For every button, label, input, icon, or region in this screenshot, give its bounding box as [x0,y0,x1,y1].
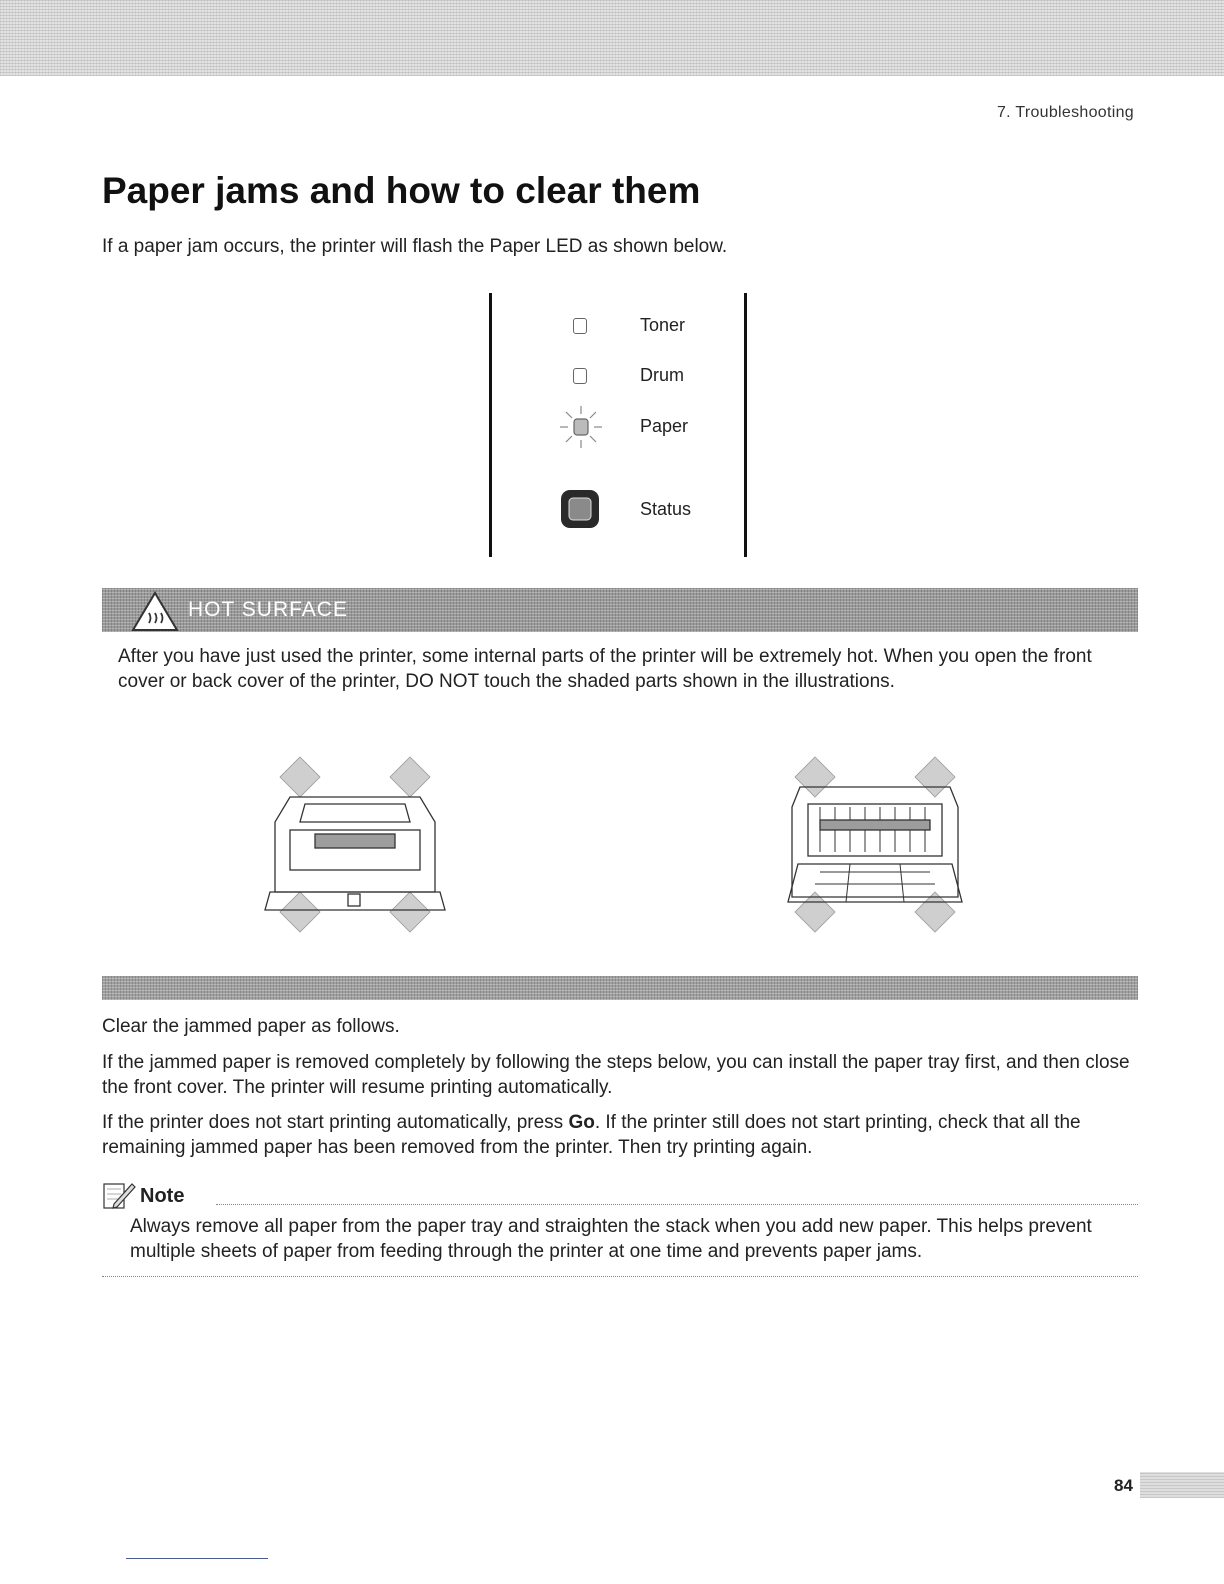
led-off-icon [573,368,587,384]
body-paragraph-1: Clear the jammed paper as follows. [102,1016,400,1037]
status-button-icon [557,486,603,532]
printer-back-open-illustration [780,752,970,937]
led-label-toner: Toner [640,315,686,335]
led-row-status [492,493,744,527]
led-label-status: Status [640,499,692,519]
body-paragraph-3-end: . If the printer still does not start printing, check that all the remaining jammed paper has been removed from the printer. Then try printing again. [102,1112,1081,1158]
led-label-drum: Drum [640,365,684,385]
warning-text: After you have just used the printer, some internal parts of the printer will be extremely hot. When you open the front cover or back cover of the printer, DO NOT touch the shaded parts shown in the illustrations. [118,646,1092,692]
led-row-paper [492,410,744,444]
page-number: 84 [1114,1476,1133,1495]
warning-end-bar [102,976,1138,1000]
note-text: Always remove all paper from the paper tray and straighten the stack when you add new paper. This helps prevent multiple sheets of paper from feeding through the printer at one time and prevents paper jams. [130,1216,1092,1262]
hot-surface-warning-icon [130,590,180,632]
header-band [0,0,1224,76]
pencil-note-icon [102,1180,136,1210]
led-row-drum [492,359,744,393]
note-header [102,1180,1138,1210]
note-bottom-divider [102,1276,1138,1277]
warning-title: HOT SURFACE [188,598,348,621]
chapter-heading: 7. Troubleshooting [996,104,1134,121]
note-label: Note [140,1185,185,1207]
led-label-paper: Paper [640,416,689,436]
led-row-toner [492,309,744,343]
page-title: Paper jams and how to clear them [102,170,701,211]
intro-text: If a paper jam occurs, the printer will flash the Paper LED as shown below. [102,236,728,257]
led-flashing-icon [558,404,604,450]
go-button-label: Go [568,1112,595,1133]
note-divider [216,1204,1138,1205]
led-panel [489,293,747,557]
body-paragraph-3-start: If the printer does not start printing automatically, press [102,1112,569,1133]
printer-front-open-illustration [260,752,450,937]
body-paragraph-3 [102,1110,1142,1160]
page-tab [1140,1472,1224,1498]
led-off-icon [573,318,587,334]
body-paragraph-2: If the jammed paper is removed completely by following the steps below, you can install the paper tray first, and then close the front cover. The printer will resume printing automatically. [102,1052,1130,1098]
hot-surface-bar [102,588,1138,632]
footer-rule [126,1558,268,1559]
